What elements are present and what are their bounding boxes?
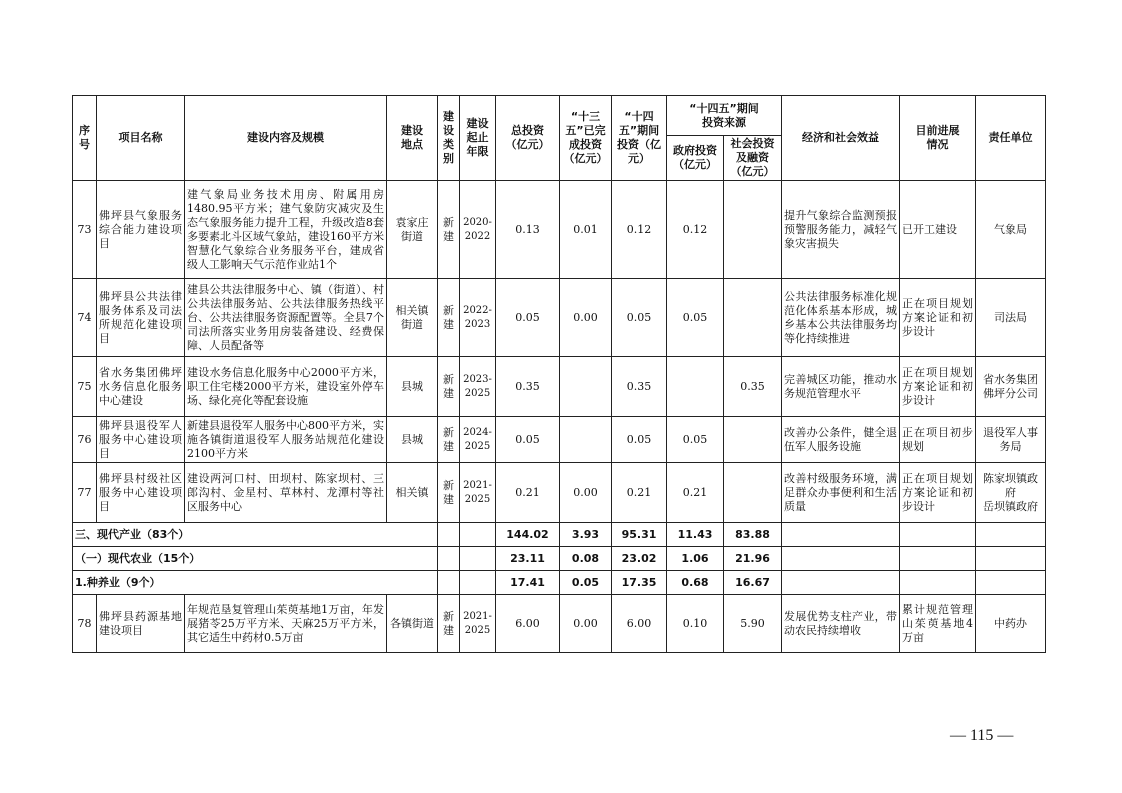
row-done13: 0.00	[560, 463, 612, 523]
table-row	[73, 279, 1046, 357]
row-name: 省水务集团佛坪水务信息化服务中心建设	[97, 357, 185, 417]
row-gov: 0.12	[667, 181, 724, 279]
section-done13: 3.93	[560, 523, 612, 547]
row-seq: 73	[73, 181, 97, 279]
row-gov: 0.05	[667, 279, 724, 357]
section-empty	[900, 571, 976, 595]
header-type: 建 设 类 别	[438, 96, 460, 181]
row-name: 佛坪县气象服务综合能力建设项目	[97, 181, 185, 279]
row-name: 佛坪县公共法律服务体系及司法所规范化建设项目	[97, 279, 185, 357]
row-done13: 0.00	[560, 279, 612, 357]
row-seq: 78	[73, 595, 97, 653]
table-row	[73, 357, 1046, 417]
row-content: 建县公共法律服务中心、镇（街道）、村公共法律服务站、公共法律服务热线平台、公共法律服务资源配置等。全县7个司法所落实业务用房装备建设、经费保障、人员配备等	[185, 279, 387, 357]
header-content: 建设内容及规模	[185, 96, 387, 181]
row-progress: 累计规范管理山茱萸基地4万亩	[900, 595, 976, 653]
section-social: 16.67	[724, 571, 782, 595]
section-empty	[782, 571, 900, 595]
row-gov	[667, 357, 724, 417]
row-location: 相关镇 街道	[387, 279, 438, 357]
row-owner: 中药办	[976, 595, 1046, 653]
row-progress: 已开工建设	[900, 181, 976, 279]
row-progress: 正在项目初步规划	[900, 417, 976, 463]
row-progress: 正在项目规划方案论证和初步设计	[900, 279, 976, 357]
header-owner: 责任单位	[976, 96, 1046, 181]
row-location: 县城	[387, 417, 438, 463]
header-gov: 政府投资 （亿元）	[667, 136, 724, 181]
row-total: 0.21	[496, 463, 560, 523]
row-done13	[560, 417, 612, 463]
row-benefit: 完善城区功能，推动水务规范管理水平	[782, 357, 900, 417]
row-seq: 74	[73, 279, 97, 357]
row-period: 2023- 2025	[460, 357, 496, 417]
section-plan14: 95.31	[612, 523, 667, 547]
row-type: 新 建	[438, 595, 460, 653]
row-gov: 0.21	[667, 463, 724, 523]
section-done13: 0.08	[560, 547, 612, 571]
section-empty	[460, 523, 496, 547]
section-social: 83.88	[724, 523, 782, 547]
row-period: 2022- 2023	[460, 279, 496, 357]
section-label: 三、现代产业（83个）	[73, 523, 438, 547]
row-gov: 0.10	[667, 595, 724, 653]
row-progress: 正在项目规划方案论证和初步设计	[900, 463, 976, 523]
header-period: 建设 起止 年限	[460, 96, 496, 181]
row-social	[724, 463, 782, 523]
header-social: 社会投资及融资（亿元）	[724, 136, 782, 181]
header-plan14: “十四五”期间投资（亿元）	[612, 96, 667, 181]
row-total: 6.00	[496, 595, 560, 653]
row-name: 佛坪县退役军人服务中心建设项目	[97, 417, 185, 463]
row-period: 2021- 2025	[460, 463, 496, 523]
row-seq: 76	[73, 417, 97, 463]
row-period: 2021- 2025	[460, 595, 496, 653]
row-type: 新 建	[438, 181, 460, 279]
row-benefit: 发展优势支柱产业，带动农民持续增收	[782, 595, 900, 653]
header-seq: 序 号	[73, 96, 97, 181]
row-plan14: 0.21	[612, 463, 667, 523]
page-number: — 115 —	[950, 727, 1014, 744]
section-label: 1.种养业（9个）	[73, 571, 438, 595]
row-done13: 0.01	[560, 181, 612, 279]
row-social: 5.90	[724, 595, 782, 653]
section-row	[73, 547, 1046, 571]
row-benefit: 公共法律服务标准化规范化体系基本形成，城乡基本公共法律服务均等化持续推进	[782, 279, 900, 357]
row-total: 0.05	[496, 279, 560, 357]
row-owner: 司法局	[976, 279, 1046, 357]
row-type: 新 建	[438, 279, 460, 357]
investment-table	[72, 95, 1046, 653]
row-type: 新 建	[438, 417, 460, 463]
header-total: 总投资 （亿元）	[496, 96, 560, 181]
row-content: 新建县退役军人服务中心800平方米，实施各镇街道退役军人服务站规范化建设2100平方米	[185, 417, 387, 463]
row-location: 各镇街道	[387, 595, 438, 653]
table-row	[73, 463, 1046, 523]
section-gov: 0.68	[667, 571, 724, 595]
row-content: 建设水务信息化服务中心2000平方米，职工住宅楼2000平方米，建设室外停车场、绿化亮化等配套设施	[185, 357, 387, 417]
row-seq: 77	[73, 463, 97, 523]
section-empty	[976, 523, 1046, 547]
row-benefit: 提升气象综合监测预报预警服务能力，减轻气象灾害损失	[782, 181, 900, 279]
row-name: 佛坪县村级社区服务中心建设项目	[97, 463, 185, 523]
row-social	[724, 417, 782, 463]
table-row	[73, 417, 1046, 463]
row-benefit: 改善村级服务环境，满足群众办事便利和生活质量	[782, 463, 900, 523]
row-plan14: 0.35	[612, 357, 667, 417]
header-benefit: 经济和社会效益	[782, 96, 900, 181]
row-total: 0.05	[496, 417, 560, 463]
header-name: 项目名称	[97, 96, 185, 181]
header-location: 建设 地点	[387, 96, 438, 181]
section-social: 21.96	[724, 547, 782, 571]
row-owner: 陈家坝镇政府 岳坝镇政府	[976, 463, 1046, 523]
section-total: 17.41	[496, 571, 560, 595]
section-empty	[900, 523, 976, 547]
section-gov: 11.43	[667, 523, 724, 547]
row-content: 建设两河口村、田坝村、陈家坝村、三郎沟村、金星村、草林村、龙潭村等社区服务中心	[185, 463, 387, 523]
section-empty	[900, 547, 976, 571]
row-owner: 省水务集团佛坪分公司	[976, 357, 1046, 417]
section-empty	[782, 547, 900, 571]
row-type: 新 建	[438, 463, 460, 523]
table-row	[73, 181, 1046, 279]
table-row	[73, 595, 1046, 653]
row-done13: 0.00	[560, 595, 612, 653]
row-plan14: 0.12	[612, 181, 667, 279]
row-location: 县城	[387, 357, 438, 417]
header-progress: 目前进展 情况	[900, 96, 976, 181]
row-benefit: 改善办公条件，健全退伍军人服务设施	[782, 417, 900, 463]
section-total: 23.11	[496, 547, 560, 571]
row-social	[724, 279, 782, 357]
section-empty	[438, 571, 460, 595]
row-done13	[560, 357, 612, 417]
row-plan14: 0.05	[612, 279, 667, 357]
row-content: 建气象局业务技术用房、附属用房1480.95平方米；建气象防灾减灾及生态气象服务能力提升工程，升级改造8套多要素北斗区域气象站，建设160平方米智慧化气象综合业务服务平台，建成省级人工影响天气示范作业站1个	[185, 181, 387, 279]
section-empty	[976, 547, 1046, 571]
row-seq: 75	[73, 357, 97, 417]
section-empty	[976, 571, 1046, 595]
row-type: 新 建	[438, 357, 460, 417]
header-source14: “十四五”期间 投资来源	[667, 96, 782, 136]
row-total: 0.35	[496, 357, 560, 417]
section-row	[73, 571, 1046, 595]
section-plan14: 17.35	[612, 571, 667, 595]
row-progress: 正在项目规划方案论证和初步设计	[900, 357, 976, 417]
row-social	[724, 181, 782, 279]
section-done13: 0.05	[560, 571, 612, 595]
row-gov: 0.05	[667, 417, 724, 463]
header-done13: “十三五”已完成投资（亿元）	[560, 96, 612, 181]
section-empty	[782, 523, 900, 547]
row-owner: 气象局	[976, 181, 1046, 279]
section-total: 144.02	[496, 523, 560, 547]
row-social: 0.35	[724, 357, 782, 417]
section-empty	[460, 547, 496, 571]
row-owner: 退役军人事务局	[976, 417, 1046, 463]
row-plan14: 6.00	[612, 595, 667, 653]
row-name: 佛坪县药源基地建设项目	[97, 595, 185, 653]
row-content: 年规范垦复管理山茱萸基地1万亩，年发展猪苓25万平方米、天麻25万平方米，其它适生中药材0.5万亩	[185, 595, 387, 653]
section-plan14: 23.02	[612, 547, 667, 571]
row-plan14: 0.05	[612, 417, 667, 463]
section-row	[73, 523, 1046, 547]
section-empty	[438, 547, 460, 571]
section-empty	[438, 523, 460, 547]
row-total: 0.13	[496, 181, 560, 279]
row-location: 袁家庄 街道	[387, 181, 438, 279]
section-empty	[460, 571, 496, 595]
row-period: 2024- 2025	[460, 417, 496, 463]
section-gov: 1.06	[667, 547, 724, 571]
row-period: 2020- 2022	[460, 181, 496, 279]
row-location: 相关镇	[387, 463, 438, 523]
section-label: （一）现代农业（15个）	[73, 547, 438, 571]
